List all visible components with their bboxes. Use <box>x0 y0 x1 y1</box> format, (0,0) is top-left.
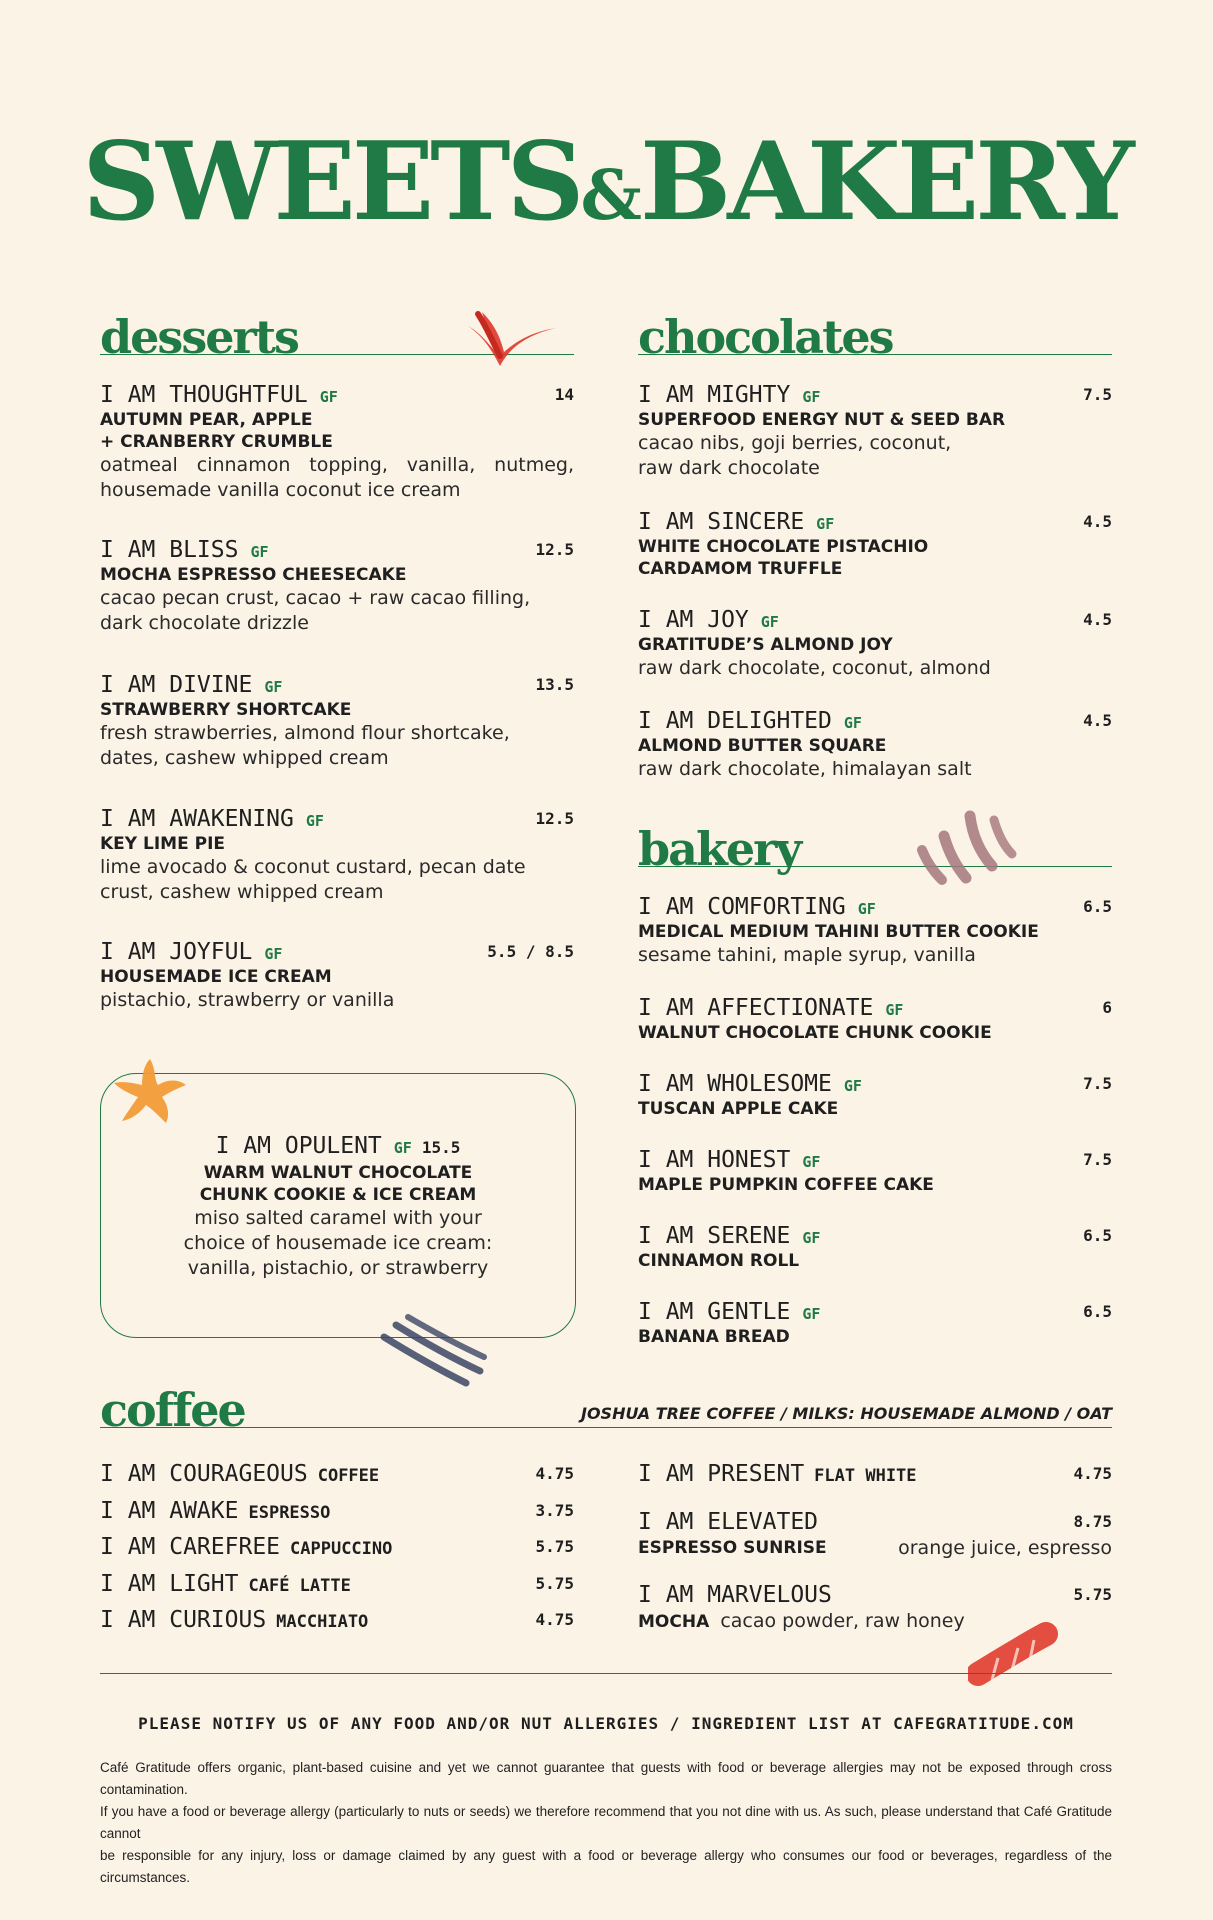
item-name: I AM CURIOUS MACCHIATO <box>100 1607 369 1633</box>
bakery-item <box>638 893 1112 968</box>
item-subtitle: HOUSEMADE ICE CREAM <box>100 967 332 987</box>
item-price: 6.5 <box>1083 1302 1112 1321</box>
gf-badge: GF <box>264 678 283 696</box>
gf-badge: GF <box>319 388 338 406</box>
item-description: lime avocado & coconut custard, pecan date <box>100 856 526 878</box>
item-name: I AM LIGHT CAFÉ LATTE <box>100 1571 351 1597</box>
item-description-2: dark chocolate drizzle <box>100 612 309 634</box>
coffee-item <box>100 1570 574 1598</box>
item-description-3: vanilla, pistachio, or strawberry <box>187 1257 489 1279</box>
item-name: I AM BLISS GF <box>100 537 269 563</box>
item-price: 4.5 <box>1083 512 1112 531</box>
gf-badge: GF <box>760 613 779 631</box>
chocolate-item <box>638 381 1112 481</box>
item-name: I AM DIVINE GF <box>100 672 283 698</box>
dessert-item <box>100 805 574 905</box>
item-subtitle: GRATITUDE’S ALMOND JOY <box>638 635 893 655</box>
item-subtitle: MOCHA <box>638 1612 710 1632</box>
item-price: 12.5 <box>535 540 574 559</box>
coffee-note: JOSHUA TREE COFFEE / MILKS: HOUSEMADE ALMOND / OAT <box>580 1404 1112 1423</box>
item-name: I AM PRESENT FLAT WHITE <box>638 1461 917 1487</box>
item-price: 14 <box>554 385 574 404</box>
mauve-leaf-brushstroke-icon <box>912 806 1018 890</box>
item-name: I AM OPULENT GF 15.5 <box>215 1133 461 1159</box>
item-name: I AM COURAGEOUS COFFEE <box>100 1461 380 1487</box>
item-description: pistachio, strawberry or vanilla <box>100 989 395 1011</box>
red-brushstroke-icon <box>968 1620 1058 1694</box>
title-ampersand: & <box>580 156 640 236</box>
item-subtitle: MACCHIATO <box>276 1612 369 1632</box>
gf-badge: GF <box>393 1139 412 1157</box>
item-subtitle: MOCHA ESPRESSO CHEESECAKE <box>100 565 407 585</box>
item-price: 3.75 <box>535 1501 574 1520</box>
item-subtitle-2: CARDAMOM TRUFFLE <box>638 559 843 579</box>
item-name: I AM JOY GF <box>638 607 779 633</box>
page-title <box>0 119 1213 245</box>
item-price: 6.5 <box>1083 897 1112 916</box>
gf-badge: GF <box>857 900 876 918</box>
orange-flower-brushstroke-icon <box>110 1053 190 1127</box>
item-subtitle: COFFEE <box>317 1466 380 1486</box>
item-name: I AM HONEST GF <box>638 1147 821 1173</box>
title-right: BAKERY <box>639 119 1131 245</box>
item-name: I AM SINCERE GF <box>638 509 835 535</box>
navy-brushstrokes-icon <box>380 1313 490 1389</box>
red-leaf-brushstroke-icon <box>460 306 562 374</box>
item-subtitle: KEY LIME PIE <box>100 834 226 854</box>
item-name: I AM CAREFREE CAPPUCCINO <box>100 1534 393 1560</box>
gf-badge: GF <box>885 1001 904 1019</box>
item-subtitle: TUSCAN APPLE CAKE <box>638 1099 839 1119</box>
item-price: 4.75 <box>535 1464 574 1483</box>
item-subtitle: WALNUT CHOCOLATE CHUNK COOKIE <box>638 1023 992 1043</box>
bakery-item <box>638 994 1112 1044</box>
item-subtitle: BANANA BREAD <box>638 1327 790 1347</box>
coffee-item <box>638 1460 1112 1488</box>
item-subtitle: SUPERFOOD ENERGY NUT & SEED BAR <box>638 410 1006 430</box>
item-name: I AM AFFECTIONATE GF <box>638 995 904 1021</box>
coffee-item <box>100 1606 574 1634</box>
bakery-title: bakery <box>638 822 801 876</box>
item-price: 13.5 <box>535 675 574 694</box>
gf-badge: GF <box>843 1077 862 1095</box>
item-description: cacao nibs, goji berries, coconut, <box>638 432 952 454</box>
title-left: SWEETS <box>82 119 581 245</box>
gf-badge: GF <box>843 714 862 732</box>
item-subtitle: AUTUMN PEAR, APPLE <box>100 410 313 430</box>
item-name: I AM THOUGHTFUL GF <box>100 382 338 408</box>
item-price: 6.5 <box>1083 1226 1112 1245</box>
item-name: I AM GENTLE GF <box>638 1299 821 1325</box>
coffee-item <box>638 1508 1112 1560</box>
coffee-item <box>100 1460 574 1488</box>
gf-badge: GF <box>802 388 821 406</box>
item-description: fresh strawberries, almond flour shortcake, <box>100 722 510 744</box>
coffee-header <box>100 1379 1112 1437</box>
bakery-item <box>638 1222 1112 1272</box>
bakery-item <box>638 1070 1112 1120</box>
item-description: oatmeal cinnamon topping, vanilla, nutmeg, <box>100 454 574 476</box>
item-description: cacao pecan crust, cacao + raw cacao filling, <box>100 587 531 609</box>
item-subtitle: MEDICAL MEDIUM TAHINI BUTTER COOKIE <box>638 922 1039 942</box>
item-description-2: crust, cashew whipped cream <box>100 881 384 903</box>
item-subtitle: STRAWBERRY SHORTCAKE <box>100 700 352 720</box>
coffee-item <box>100 1497 574 1525</box>
item-subtitle: WARM WALNUT CHOCOLATE <box>203 1163 473 1183</box>
gf-badge: GF <box>264 945 283 963</box>
item-description: raw dark chocolate, himalayan salt <box>638 758 972 780</box>
item-name: I AM WHOLESOME GF <box>638 1071 862 1097</box>
item-price: 4.75 <box>1073 1464 1112 1483</box>
item-subtitle: WHITE CHOCOLATE PISTACHIO <box>638 537 929 557</box>
item-price: 12.5 <box>535 809 574 828</box>
item-price: 5.75 <box>1073 1585 1112 1604</box>
dessert-item <box>100 938 574 1013</box>
chocolate-item <box>638 606 1112 681</box>
chocolates-title: chocolates <box>638 310 893 364</box>
gf-badge: GF <box>802 1229 821 1247</box>
item-subtitle: ESPRESSO <box>248 1503 331 1523</box>
item-description-2: dates, cashew whipped cream <box>100 747 389 769</box>
item-subtitle: FLAT WHITE <box>814 1466 917 1486</box>
item-price: 15.5 <box>421 1138 461 1157</box>
item-name: I AM AWAKENING GF <box>100 806 324 832</box>
item-price: 5.75 <box>535 1537 574 1556</box>
disclaimer-line: be responsible for any injury, loss or damage claimed by any guest with a food or beverage allergy who consumes our food or beverages, regardless of the circumstances. <box>100 1848 1112 1885</box>
item-price: 5.75 <box>535 1574 574 1593</box>
item-name: I AM COMFORTING GF <box>638 894 876 920</box>
item-price: 8.75 <box>1073 1512 1112 1531</box>
gf-badge: GF <box>802 1153 821 1171</box>
gf-badge: GF <box>802 1305 821 1323</box>
item-description-2: choice of housemade ice cream: <box>183 1232 493 1254</box>
chocolate-item <box>638 508 1112 580</box>
dessert-item <box>100 381 574 503</box>
bakery-item <box>638 1298 1112 1348</box>
item-name: I AM MARVELOUS <box>638 1582 832 1608</box>
item-description-2: raw dark chocolate <box>638 457 820 479</box>
gf-badge: GF <box>816 515 835 533</box>
item-price: 7.5 <box>1083 1074 1112 1093</box>
item-subtitle: CAPPUCCINO <box>290 1539 393 1559</box>
bakery-header <box>638 818 1112 876</box>
item-description: sesame tahini, maple syrup, vanilla <box>638 944 976 966</box>
item-description: raw dark chocolate, coconut, almond <box>638 657 991 679</box>
gf-badge: GF <box>305 812 324 830</box>
item-subtitle: MAPLE PUMPKIN COFFEE CAKE <box>638 1175 934 1195</box>
coffee-item <box>100 1533 574 1561</box>
item-description: cacao powder, raw honey <box>720 1610 965 1632</box>
item-description: orange juice, espresso <box>898 1537 1112 1559</box>
item-name: I AM AWAKE ESPRESSO <box>100 1498 331 1524</box>
disclaimer-line: If you have a food or beverage allergy (particularly to nuts or seeds) we therefore recommend that you not dine with us. As such, please understand that Café Gratitude cannot <box>100 1804 1112 1841</box>
item-subtitle: ALMOND BUTTER SQUARE <box>638 736 887 756</box>
item-price: 7.5 <box>1083 1150 1112 1169</box>
item-price: 6 <box>1102 998 1112 1017</box>
item-subtitle: CAFÉ LATTE <box>248 1576 351 1596</box>
item-price: 4.75 <box>535 1610 574 1629</box>
desserts-title: desserts <box>100 310 298 364</box>
coffee-title: coffee <box>100 1383 245 1437</box>
item-name: I AM DELIGHTED GF <box>638 708 862 734</box>
item-subtitle: CINNAMON ROLL <box>638 1251 800 1271</box>
item-name: I AM MIGHTY GF <box>638 382 821 408</box>
allergy-notice: PLEASE NOTIFY US OF ANY FOOD AND/OR NUT ALLERGIES / INGREDIENT LIST AT CAFEGRATITUDE.COM <box>138 1714 1074 1733</box>
item-price: 4.5 <box>1083 711 1112 730</box>
disclaimer-line: Café Gratitude offers organic, plant-based cuisine and yet we cannot guarantee that guests with food or beverage allergies may not be exposed through cross contamination. <box>100 1760 1112 1797</box>
dessert-item <box>100 671 574 771</box>
item-name: I AM JOYFUL GF <box>100 939 283 965</box>
item-name: I AM ELEVATED <box>638 1509 819 1535</box>
bakery-item <box>638 1146 1112 1196</box>
item-subtitle-2: CHUNK COOKIE & ICE CREAM <box>199 1185 477 1205</box>
footer-divider <box>100 1673 1112 1674</box>
item-description-2: housemade vanilla coconut ice cream <box>100 479 461 501</box>
item-subtitle: ESPRESSO SUNRISE <box>638 1538 827 1558</box>
item-subtitle-2: + CRANBERRY CRUMBLE <box>100 432 333 452</box>
item-name: I AM SERENE GF <box>638 1223 821 1249</box>
gf-badge: GF <box>250 543 269 561</box>
dessert-item <box>100 536 574 636</box>
item-price: 7.5 <box>1083 385 1112 404</box>
chocolates-header <box>638 306 1112 364</box>
allergy-disclaimer <box>100 1757 1112 1889</box>
item-price: 5.5 / 8.5 <box>487 942 574 961</box>
item-price: 4.5 <box>1083 610 1112 629</box>
chocolate-item <box>638 707 1112 782</box>
item-description: miso salted caramel with your <box>194 1207 482 1229</box>
